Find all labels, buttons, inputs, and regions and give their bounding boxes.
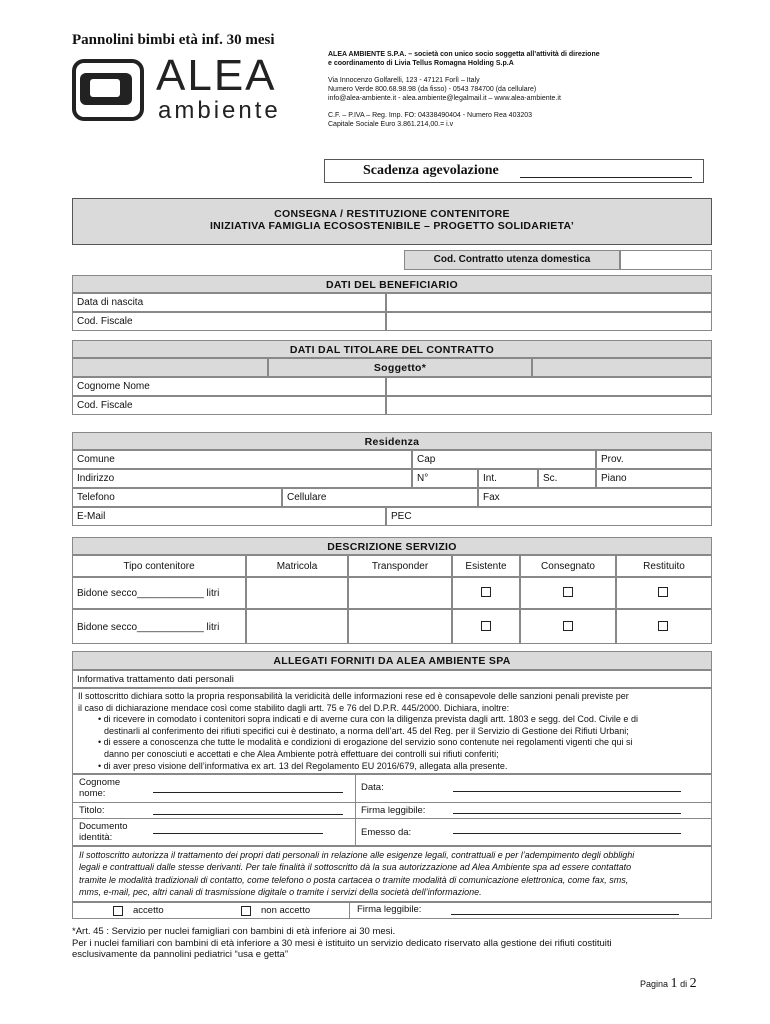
consent-box — [72, 846, 712, 902]
col-restituito: Restituito — [616, 555, 712, 577]
consent-line-4: mms, e-mail, pec, altri canali di trasmissione digitale o tramite i servizi della società dell’informazione. — [79, 887, 482, 898]
comune-field[interactable]: Comune — [72, 450, 412, 469]
firma-consent-label: Firma leggibile: — [357, 904, 422, 915]
data-sig-label: Data: — [361, 782, 384, 793]
title-banner — [72, 198, 712, 245]
company-info — [328, 50, 748, 129]
bullet-3: • di aver preso visione dell’informativa ex art. 13 del Regolamento EU 2016/679, allegata alla presente. — [98, 760, 508, 771]
footnote-line-3: esclusivamente da pannolini pediatrici “usa e getta” — [72, 949, 288, 960]
company-registry: C.F. – P.IVA – Reg. Imp. FO: 04338490404 - Numero Rea 403203 — [328, 112, 533, 119]
col-matricola: Matricola — [246, 555, 348, 577]
residenza-header: Residenza — [72, 432, 712, 450]
cognome-nome-sig-label: Cognome nome: — [79, 777, 121, 799]
cognome-nome-input[interactable] — [386, 377, 712, 396]
page-number — [640, 976, 697, 992]
col-esistente: Esistente — [452, 555, 520, 577]
servizio-row-2-tipo[interactable]: Bidone secco____________ litri — [72, 609, 246, 644]
page-di: di — [680, 979, 688, 989]
cognome-nome-sig-input[interactable] — [153, 792, 343, 793]
non-accetto-label: non accetto — [261, 905, 311, 916]
email-field[interactable]: E-Mail — [72, 507, 386, 526]
scadenza-label: Scadenza agevolazione — [363, 163, 499, 178]
declaration-line-2: il caso di dichiarazione mendace così come stabilito dagli artt. 75 e 76 del D.P.R. 445/2000. Dichiara, inoltre: — [78, 702, 510, 713]
servizio-row-1-tipo[interactable]: Bidone secco____________ litri — [72, 577, 246, 609]
cf-titolare-input[interactable] — [386, 396, 712, 415]
row-1-restituito-checkbox[interactable] — [658, 587, 668, 597]
documento-input[interactable] — [153, 833, 323, 834]
document-title: Pannolini bimbi età inf. 30 mesi — [72, 32, 275, 48]
telefono-field[interactable]: Telefono — [72, 488, 282, 507]
accetto-checkbox[interactable] — [113, 906, 123, 916]
titolo-input[interactable] — [153, 814, 343, 815]
consent-line-3: tramite le modalità tradizionali di contatto, come telefono o posta cartacea o tramite modalità di comunicazione elettronica, come fax, sms, — [79, 874, 629, 885]
page-current: 1 — [670, 976, 678, 991]
numero-field[interactable]: N° — [412, 469, 478, 488]
cellulare-field[interactable]: Cellulare — [282, 488, 478, 507]
footnote-line-2: Per i nuclei familiari con bambini di età inferiore a 30 mesi è istituito un servizio dedicato riservato alla gestione dei rifiuti costituiti — [72, 937, 612, 949]
titolare-header: DATI DAL TITOLARE DEL CONTRATTO — [72, 340, 712, 358]
servizio-row-2-transponder[interactable] — [348, 609, 452, 644]
accetto-label: accetto — [133, 905, 164, 916]
company-phones: Numero Verde 800.68.98.98 (da fisso) - 0543 784700 (da cellulare) — [328, 86, 537, 93]
servizio-row-1-transponder[interactable] — [348, 577, 452, 609]
declaration-box — [72, 688, 712, 774]
cf-titolare-label: Cod. Fiscale — [72, 396, 386, 415]
servizio-header: DESCRIZIONE SERVIZIO — [72, 537, 712, 555]
banner-line-2: INIZIATIVA FAMIGLIA ECOSOSTENIBILE – PROGETTO SOLIDARIETA’ — [209, 220, 575, 232]
cod-contratto-input[interactable] — [620, 250, 712, 270]
signature-grid — [72, 774, 712, 846]
logo-word-alea: ALEA — [156, 51, 277, 100]
emesso-input[interactable] — [453, 833, 681, 834]
declaration-line-1: Il sottoscritto dichiara sotto la propria responsabilità la veridicità delle informazioni rese ed è consapevole delle sanzioni penali previste per — [78, 691, 629, 701]
soggetto-right — [532, 358, 712, 377]
scadenza-box — [324, 159, 704, 183]
data-sig-input[interactable] — [453, 791, 681, 792]
company-capital: Capitale Sociale Euro 3.861.214,00.= i.v — [328, 121, 454, 128]
servizio-row-1-matricola[interactable] — [246, 577, 348, 609]
row-2-esistente-checkbox[interactable] — [481, 621, 491, 631]
informativa-row: Informativa trattamento dati personali — [72, 670, 712, 688]
fax-field[interactable]: Fax — [478, 488, 712, 507]
row-1-consegnato-checkbox[interactable] — [563, 587, 573, 597]
company-emails: info@alea-ambiente.it - alea.ambiente@legalmail.it – www.alea-ambiente.it — [328, 95, 561, 102]
footnote-line-1: *Art. 45 : Servizio per nuclei famigliari con bambini di età inferiore ai 30 mesi. — [72, 926, 396, 937]
cf-beneficiario-input[interactable] — [386, 312, 712, 331]
col-consegnato: Consegnato — [520, 555, 616, 577]
firma-consent-input[interactable] — [451, 914, 679, 915]
allegati-header: ALLEGATI FORNITI DA ALEA AMBIENTE SPA — [72, 651, 712, 670]
cf-beneficiario-label: Cod. Fiscale — [72, 312, 386, 331]
row-1-esistente-checkbox[interactable] — [481, 587, 491, 597]
bullet-2-line-2: danno per conosciuti e accettati e che Alea Ambiente potrà effettuare dei controlli sui rifiuti conferiti; — [104, 748, 499, 759]
interno-field[interactable]: Int. — [478, 469, 538, 488]
emesso-label: Emesso da: — [361, 827, 412, 838]
col-tipo-contenitore: Tipo contenitore — [72, 555, 246, 577]
titolo-label: Titolo: — [79, 805, 105, 816]
indirizzo-field[interactable]: Indirizzo — [72, 469, 412, 488]
page-total: 2 — [689, 976, 697, 991]
consent-line-1: Il sottoscritto autorizza il trattamento dei propri dati personali in relazione alle esigenze legali, contrattuali e per l’adempimento degli obblighi — [79, 850, 635, 860]
row-2-consegnato-checkbox[interactable] — [563, 621, 573, 631]
soggetto-left — [72, 358, 268, 377]
consent-choice-row — [72, 902, 712, 919]
cap-field[interactable]: Cap — [412, 450, 596, 469]
servizio-row-2-matricola[interactable] — [246, 609, 348, 644]
alea-logo — [70, 51, 302, 127]
logo-word-ambiente: ambiente — [158, 97, 281, 124]
company-line-1: ALEA AMBIENTE S.P.A. – società con unico socio soggetta all’attività di direzione — [328, 51, 600, 58]
banner-line-1: CONSEGNA / RESTITUZIONE CONTENITORE — [274, 208, 510, 220]
bullet-1-line-2: destinarli al conferimento dei rifiuti specifici cui è destinato, a norma dell’art. 45 del Reg. per il Servizio di Gestione dei Rifiuti Urbani; — [104, 725, 629, 736]
row-2-restituito-checkbox[interactable] — [658, 621, 668, 631]
piano-field[interactable]: Piano — [596, 469, 712, 488]
footnote — [72, 926, 612, 961]
documento-label: Documento identità: — [79, 821, 128, 843]
firma-sig-input[interactable] — [453, 813, 681, 814]
consent-line-2: legali e contrattuali dalle stesse derivanti. Per tale finalità il sottoscritto dà la sua autorizzazione ad Alea Ambiente spa ad essere contattato — [79, 862, 632, 873]
beneficiario-header: DATI DEL BENEFICIARIO — [72, 275, 712, 293]
bullet-2-line-1: • di essere a conoscenza che tutte le modalità e condizioni di erogazione del servizio sono contenute nei regolamenti vigenti che qui si — [98, 737, 633, 748]
col-transponder: Transponder — [348, 555, 452, 577]
company-address: Via Innocenzo Golfarelli, 123 - 47121 Forlì – Italy — [328, 77, 480, 84]
soggetto-label: Soggetto* — [268, 358, 532, 377]
bullet-1-line-1: • di ricevere in comodato i contenitori sopra indicati e di averne cura con la diligenza prevista dagli artt. 1803 e segg. del Cod. Civile e di — [98, 714, 638, 725]
scadenza-input[interactable] — [520, 177, 692, 178]
page-label: Pagina — [640, 979, 669, 989]
firma-sig-label: Firma leggibile: — [361, 805, 426, 816]
scala-field[interactable]: Sc. — [538, 469, 596, 488]
cognome-nome-label: Cognome Nome — [72, 377, 386, 396]
cod-contratto-label: Cod. Contratto utenza domestica — [404, 250, 620, 270]
pec-field[interactable]: PEC — [386, 507, 712, 526]
data-nascita-input[interactable] — [386, 293, 712, 312]
data-nascita-label: Data di nascita — [72, 293, 386, 312]
prov-field[interactable]: Prov. — [596, 450, 712, 469]
non-accetto-checkbox[interactable] — [241, 906, 251, 916]
company-line-2: e coordinamento di Livia Tellus Romagna Holding S.p.A — [328, 60, 514, 67]
